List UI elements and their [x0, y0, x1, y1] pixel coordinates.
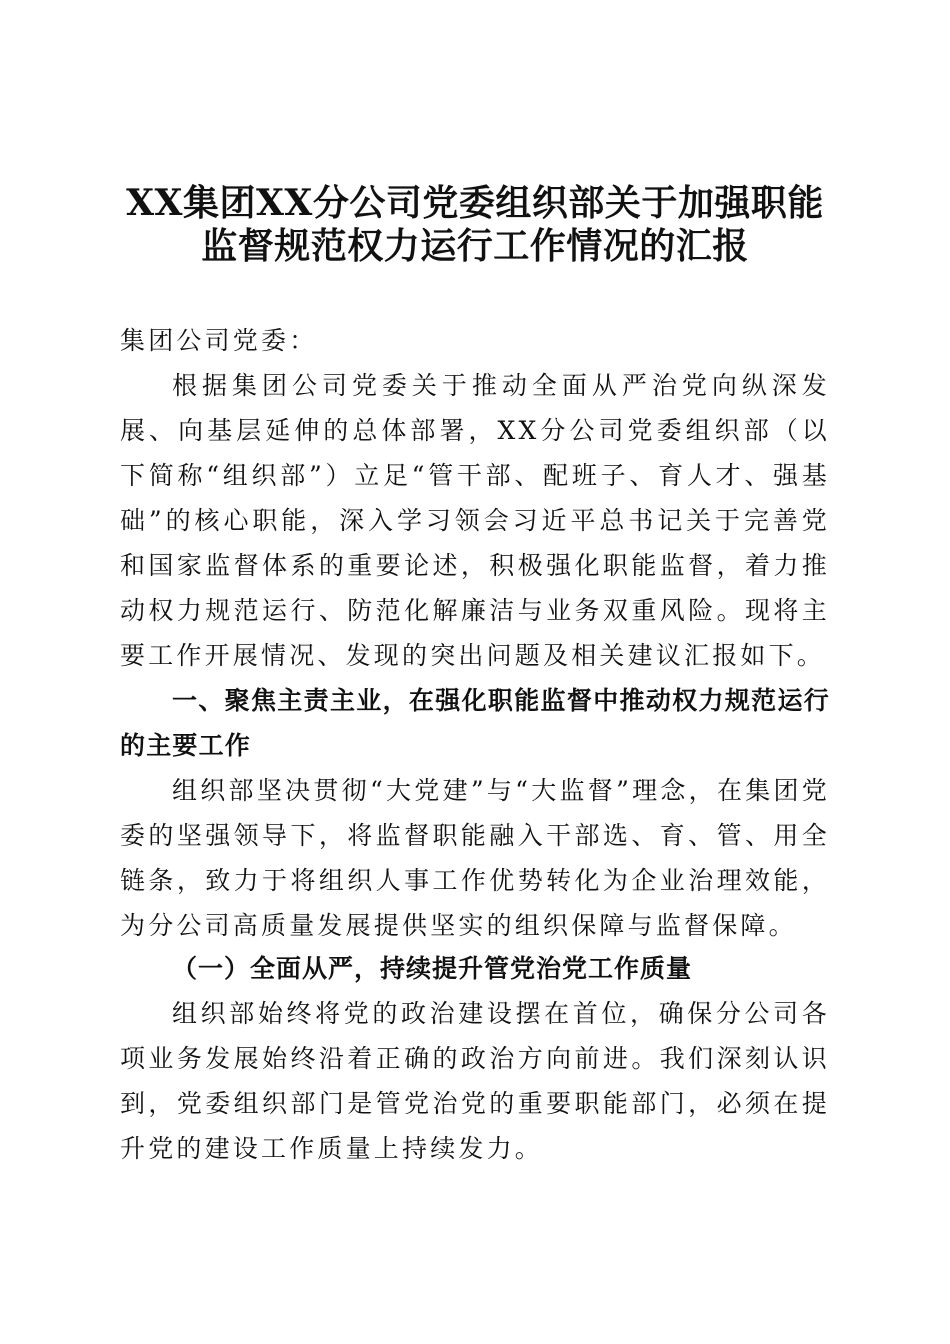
- document-title-line-1: XX集团XX分公司党委组织部关于加强职能: [126, 182, 824, 224]
- paragraph-subsection-1: 组织部始终将党的政治建设摆在首位，确保分公司各项业务发展始终沿着正确的政治方向前进。我们深刻认识到，党委组织部门是管党治党的重要职能部门，必须在提升党的建设工作质量上持续发力。: [120, 999, 830, 1163]
- document-title-line-2: 监督规范权力运行工作情况的汇报: [201, 225, 749, 267]
- paragraph-section-1: 组织部坚决贯彻“大党建”与“大监督”理念，在集团党委的坚强领导下，将监督职能融入干部选、育、管、用全链条，致力于将组织人事工作优势转化为企业治理效能，为分公司高质量发展提供坚实的组织保障与监督保障。: [120, 776, 830, 940]
- paragraph-intro: 根据集团公司党委关于推动全面从严治党向纵深发展、向基层延伸的总体部署，XX分公司党委组织部（以下简称“组织部”）立足“管干部、配班子、育人才、强基础”的核心职能，深入学习领会习近平总书记关于完善党和国家监督体系的重要论述，积极强化职能监督，着力推动权力规范运行、防范化解廉洁与业务双重风险。现将主要工作开展情况、发现的突出问题及相关建议汇报如下。: [120, 371, 830, 670]
- section-heading-1: 一、聚焦主责主业，在强化职能监督中推动权力规范运行的主要工作: [120, 686, 830, 760]
- subsection-heading-1: （一）全面从严，持续提升管党治党工作质量: [172, 954, 693, 983]
- salutation: 集团公司党委：: [120, 326, 318, 355]
